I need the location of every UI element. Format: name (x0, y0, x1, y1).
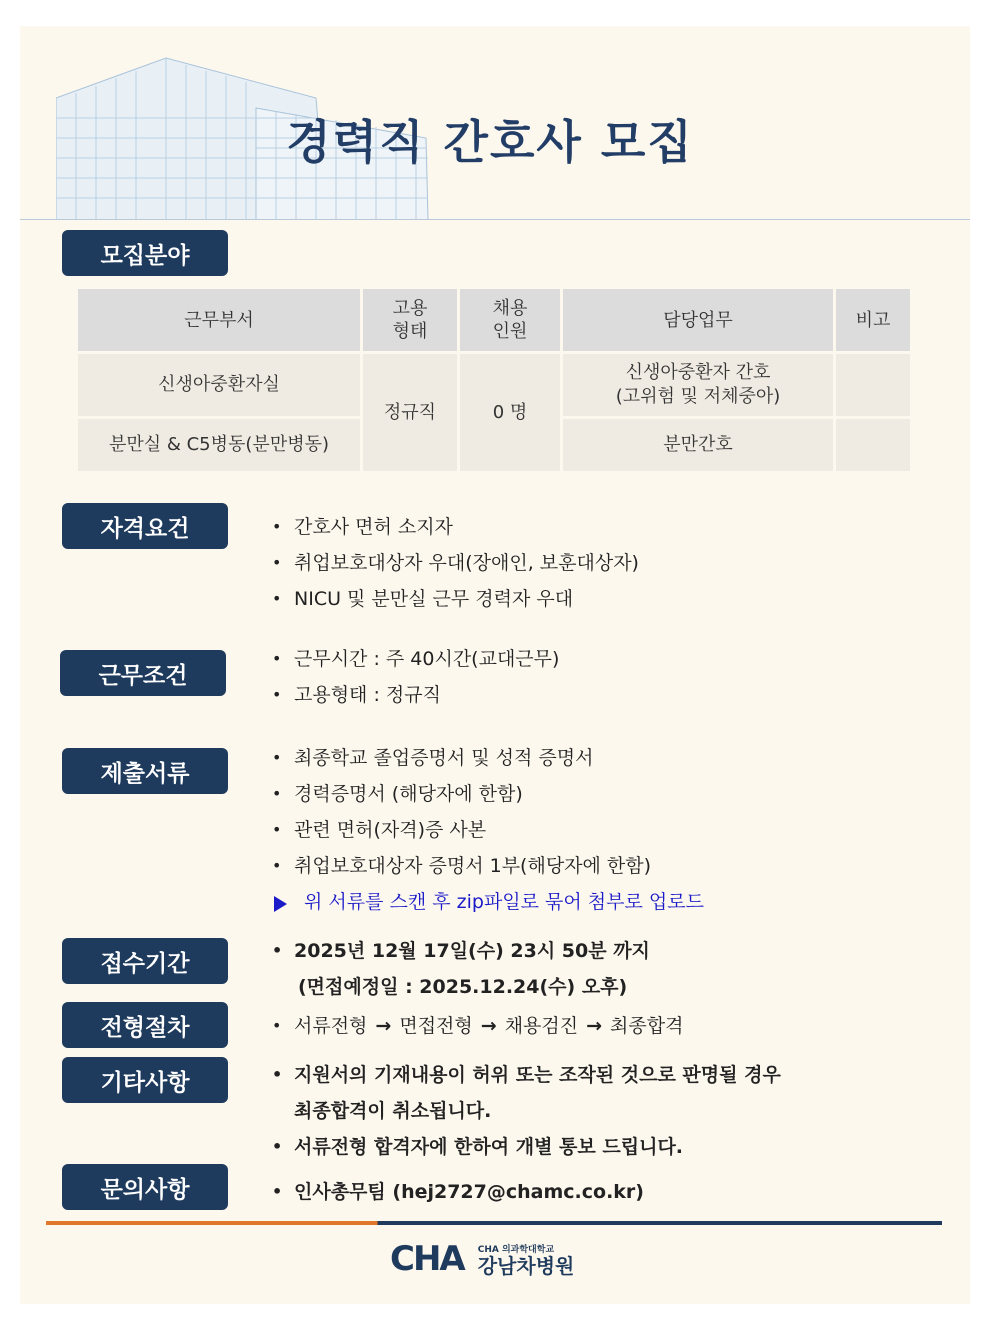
qualification-list (268, 509, 639, 617)
arrow-right-icon: → (375, 1015, 392, 1037)
header-count: 채용 인원 (460, 289, 560, 351)
list-item: • NICU 및 분만실 근무 경력자 우대 (268, 581, 639, 617)
cell-dept: 신생아중환자실 (78, 354, 360, 416)
header (20, 26, 970, 220)
document-note: 위 서류를 스캔 후 zip파일로 묶어 첨부로 업로드 (268, 884, 704, 920)
conditions-list (268, 641, 559, 713)
list-item: • 취업보호대상자 우대(장애인, 보훈대상자) (268, 545, 639, 581)
list-item: • 취업보호대상자 증명서 1부(해당자에 한함) (268, 848, 704, 884)
recruit-table (75, 286, 913, 474)
arrow-right-icon: → (586, 1015, 603, 1037)
section-label-period: 접수기간 (62, 938, 228, 984)
procedure-list (268, 1008, 683, 1044)
procedure-steps (268, 1008, 683, 1044)
step-3: 채용검진 (504, 1015, 579, 1037)
cell-note (836, 354, 910, 416)
cha-logo-mark: CHA (390, 1239, 464, 1279)
contact-list (268, 1174, 644, 1210)
section-label-etc: 기타사항 (62, 1057, 228, 1103)
arrow-right-icon: → (480, 1015, 497, 1037)
list-item: • 간호사 면허 소지자 (268, 509, 639, 545)
list-item: • 관련 면허(자격)증 사본 (268, 812, 704, 848)
page-title: 경력직 간호사 모집 (286, 115, 694, 169)
cell-note (836, 419, 910, 471)
section-label-procedure: 전형절차 (62, 1002, 228, 1048)
etc-list (268, 1057, 781, 1165)
table-row (78, 354, 910, 416)
list-item: • 지원서의 기재내용이 허위 또는 조작된 것으로 판명될 경우 (268, 1057, 781, 1093)
cell-count: 0 명 (460, 354, 560, 471)
hospital-logo (390, 1239, 574, 1279)
cell-type: 정규직 (363, 354, 457, 471)
list-item: • 근무시간 : 주 40시간(교대근무) (268, 641, 559, 677)
header-type: 고용 형태 (363, 289, 457, 351)
cell-duty: 분만간호 (563, 419, 833, 471)
step-4: 최종합격 (610, 1015, 684, 1037)
table-header-row (78, 289, 910, 351)
poster (20, 26, 970, 1304)
section-label-documents: 제출서류 (62, 748, 228, 794)
section-label-contact: 문의사항 (62, 1164, 228, 1210)
list-item-continued: 최종합격이 취소됩니다. (294, 1100, 492, 1122)
period-list (268, 933, 650, 1005)
documents-list (268, 740, 704, 920)
header-dept: 근무부서 (78, 289, 360, 351)
header-duty: 담당업무 (563, 289, 833, 351)
section-label-recruit: 모집분야 (62, 230, 228, 276)
list-item: • 서류전형 합격자에 한하여 개별 통보 드립니다. (268, 1129, 781, 1165)
logo-hospital-name: 강남차병원 (477, 1253, 575, 1278)
cell-duty: 신생아중환자 간호 (고위험 및 저체중아) (563, 354, 833, 416)
interview-date: (면접예정일 : 2025.12.24(수) 오후) (298, 976, 628, 998)
logo-university: CHA 의과학대학교 (477, 1244, 555, 1255)
header-note: 비고 (836, 289, 910, 351)
step-1: 서류전형 (294, 1015, 368, 1037)
list-item: • 경력증명서 (해당자에 한함) (268, 776, 704, 812)
step-2: 면접전형 (399, 1015, 473, 1037)
period-deadline: • 2025년 12월 17일(수) 23시 50분 까지 (268, 933, 650, 969)
section-label-qualification: 자격요건 (62, 503, 228, 549)
section-label-conditions: 근무조건 (60, 650, 226, 696)
list-item: • 최종학교 졸업증명서 및 성적 증명서 (268, 740, 704, 776)
contact-info: • 인사총무팀 (hej2727@chamc.co.kr) (268, 1174, 644, 1210)
triangle-right-icon (274, 896, 287, 912)
cell-dept: 분만실 & C5병동(분만병동) (78, 419, 360, 471)
list-item: • 고용형태 : 정규직 (268, 677, 559, 713)
footer-divider (46, 1221, 942, 1225)
